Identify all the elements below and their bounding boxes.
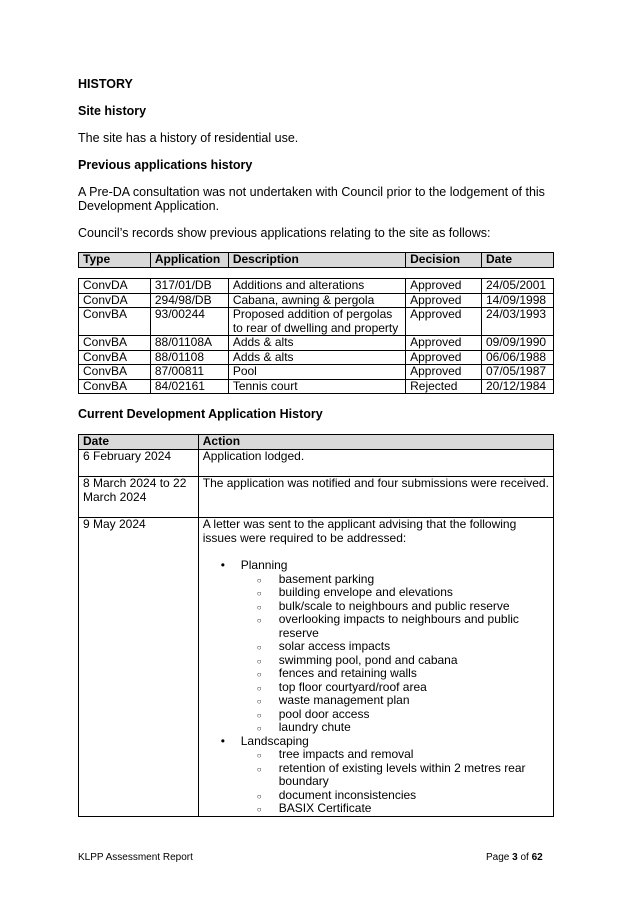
landscaping-label: Landscaping xyxy=(240,733,309,748)
page-of: of xyxy=(517,852,532,863)
planning-sublist xyxy=(241,573,549,735)
list-item: ○ swimming pool, pond and cabana xyxy=(279,654,549,668)
records-paragraph: Council’s records show previous applications relating to the site as follows: xyxy=(78,226,491,240)
cell-application: 87/00811 xyxy=(150,365,228,380)
cell-description: Tennis court xyxy=(228,379,405,394)
list-item: ○ top floor courtyard/roof area xyxy=(279,681,549,695)
cell-type: ConvBA xyxy=(79,336,151,351)
cell-decision: Approved xyxy=(406,336,482,351)
cell-date: 9 May 2024 xyxy=(79,518,199,817)
column-header-description: Description xyxy=(228,253,405,268)
cell-application: 317/01/DB xyxy=(150,279,228,294)
cell-decision: Approved xyxy=(406,350,482,365)
issues-list xyxy=(203,559,549,816)
cell-date: 09/09/1990 xyxy=(482,336,554,351)
cell-date: 24/03/1993 xyxy=(482,308,554,336)
list-item: ○ pool door access xyxy=(279,708,549,722)
cell-description: Pool xyxy=(228,365,405,380)
list-item: ○ basement parking xyxy=(279,573,549,587)
cell-application: 88/01108 xyxy=(150,350,228,365)
page-current: 3 xyxy=(512,852,518,863)
table-row xyxy=(79,293,554,308)
list-item: ○ overlooking impacts to neighbours and public reserve xyxy=(279,613,549,640)
cell-decision: Approved xyxy=(406,293,482,308)
landscaping-sublist xyxy=(241,748,549,816)
table-header-row xyxy=(79,435,554,450)
column-header-date: Date xyxy=(482,253,554,268)
list-item: ○ tree impacts and removal xyxy=(279,748,549,762)
cell-application: 88/01108A xyxy=(150,336,228,351)
list-item: ○ fences and retaining walls xyxy=(279,667,549,681)
cell-description: Adds & alts xyxy=(228,350,405,365)
list-item xyxy=(241,735,549,816)
column-header-type: Type xyxy=(79,253,151,268)
cell-action: Application lodged. xyxy=(198,450,553,477)
page-prefix: Page xyxy=(486,852,513,863)
table-row xyxy=(79,308,554,336)
previous-applications-title: Previous applications history xyxy=(78,158,253,172)
cell-date: 8 March 2024 to 22 March 2024 xyxy=(79,477,199,518)
list-item xyxy=(241,559,549,735)
table-row xyxy=(79,518,554,817)
page-total: 62 xyxy=(531,852,543,863)
cell-decision: Rejected xyxy=(406,379,482,394)
cell-date: 07/05/1987 xyxy=(482,365,554,380)
table-spacer-row xyxy=(79,268,554,279)
letter-intro: A letter was sent to the applicant advising that the following issues were required to be addressed: xyxy=(202,517,517,545)
pre-da-paragraph: A Pre-DA consultation was not undertaken with Council prior to the lodgement of this Development Application. xyxy=(78,185,545,213)
footer-report-name: KLPP Assessment Report xyxy=(78,852,193,863)
cell-description: Cabana, awning & pergola xyxy=(228,293,405,308)
section-heading-history: HISTORY xyxy=(78,77,133,91)
cell-date: 24/05/2001 xyxy=(482,279,554,294)
cell-type: ConvBA xyxy=(79,350,151,365)
cell-decision: Approved xyxy=(406,308,482,336)
cell-description: Additions and alterations xyxy=(228,279,405,294)
table-row xyxy=(79,350,554,365)
cell-date: 14/09/1998 xyxy=(482,293,554,308)
current-application-history-table xyxy=(78,434,554,817)
cell-description: Adds & alts xyxy=(228,336,405,351)
table-row xyxy=(79,279,554,294)
cell-type: ConvBA xyxy=(79,308,151,336)
column-header-application: Application xyxy=(150,253,228,268)
cell-type: ConvDA xyxy=(79,293,151,308)
cell-decision: Approved xyxy=(406,365,482,380)
list-item: ○ waste management plan xyxy=(279,694,549,708)
cell-decision: Approved xyxy=(406,279,482,294)
table-header-row xyxy=(79,253,554,268)
cell-type: ConvDA xyxy=(79,279,151,294)
table-row xyxy=(79,336,554,351)
cell-description: Proposed addition of pergolas to rear of dwelling and property xyxy=(228,308,405,336)
cell-application: 93/00244 xyxy=(150,308,228,336)
cell-date: 6 February 2024 xyxy=(79,450,199,477)
planning-label: Planning xyxy=(240,558,288,572)
current-application-history-title: Current Development Application History xyxy=(78,407,323,421)
cell-date: 06/06/1988 xyxy=(482,350,554,365)
cell-application: 294/98/DB xyxy=(150,293,228,308)
list-item: ○ BASIX Certificate xyxy=(279,802,549,816)
cell-type: ConvBA xyxy=(79,365,151,380)
list-item: ○ retention of existing levels within 2 metres rear boundary xyxy=(279,762,549,789)
table-row xyxy=(79,450,554,477)
cell-application: 84/02161 xyxy=(150,379,228,394)
list-item: ○ bulk/scale to neighbours and public reserve xyxy=(279,600,549,614)
list-item: ○ building envelope and elevations xyxy=(279,586,549,600)
previous-applications-table xyxy=(78,252,554,394)
column-header-decision: Decision xyxy=(406,253,482,268)
list-item: ○ laundry chute xyxy=(279,721,549,735)
list-item: ○ document inconsistencies xyxy=(279,789,549,803)
table-row xyxy=(79,477,554,518)
cell-type: ConvBA xyxy=(79,379,151,394)
column-header-date: Date xyxy=(79,435,199,450)
cell-action xyxy=(198,518,553,817)
table-row xyxy=(79,379,554,394)
cell-action: The application was notified and four submissions were received. xyxy=(198,477,553,518)
site-history-title: Site history xyxy=(78,104,147,118)
footer-page-number xyxy=(486,852,543,863)
column-header-action: Action xyxy=(198,435,553,450)
table-row xyxy=(79,365,554,380)
site-history-text: The site has a history of residential use. xyxy=(78,131,299,145)
list-item: ○ solar access impacts xyxy=(279,640,549,654)
cell-date: 20/12/1984 xyxy=(482,379,554,394)
